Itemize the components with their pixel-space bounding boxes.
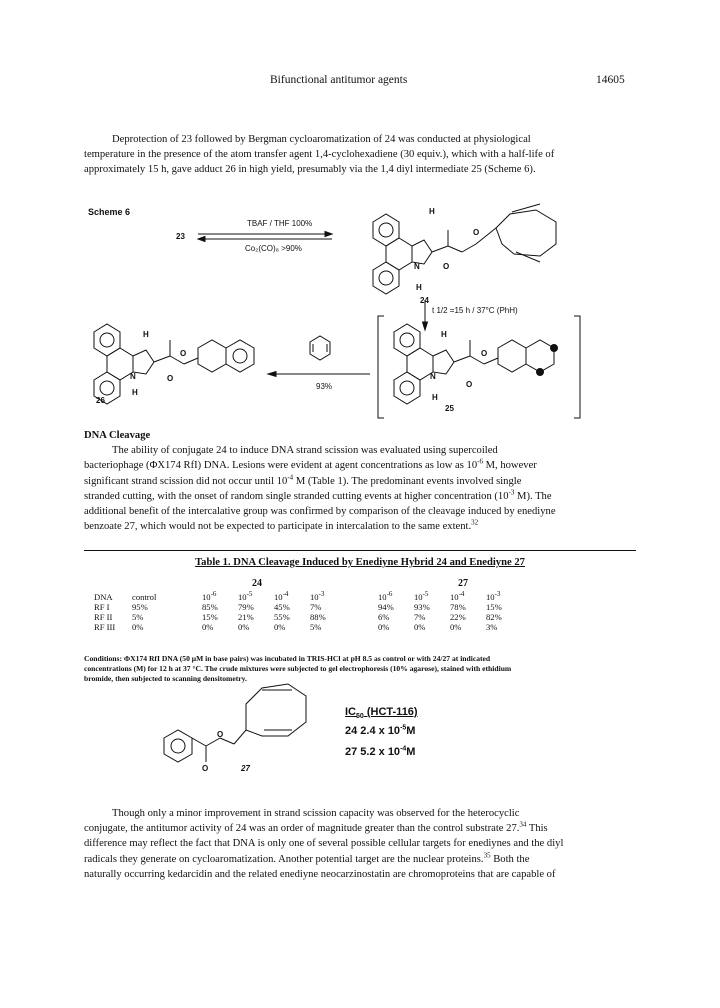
table-cell: 15% — [202, 612, 218, 622]
compound-27-label: 27 — [241, 764, 250, 773]
table-cell: 95% — [132, 602, 148, 612]
table-cell: $10^{-6}$ — [202, 590, 217, 602]
closing-paragraph — [84, 806, 640, 882]
yield-label: 93% — [316, 382, 333, 391]
table-cell: 0% — [202, 622, 214, 632]
atom-h-label: H — [432, 393, 438, 402]
condition-label: t 1/2 =15 h / 37°C (PhH) — [432, 306, 518, 315]
table-cell: 82% — [486, 612, 502, 622]
atom-o-label: O — [180, 349, 187, 358]
table-conditions — [84, 654, 640, 684]
table-row — [94, 612, 522, 622]
atom-n-label: N — [130, 372, 136, 381]
down-arrow-head — [423, 322, 428, 330]
compound-25-label: 25 — [445, 404, 454, 413]
table-cell: 21% — [238, 612, 254, 622]
closing-line: naturally occurring kedarcidin and the related enediyne neocarzinostatin are chromoproteins that are capable of — [84, 868, 556, 880]
table-cell: $10^{-4}$ — [450, 590, 465, 602]
atom-n-label: N — [430, 372, 436, 381]
table-cell: 88% — [310, 612, 326, 622]
section-line: bacteriophage (ΦX174 RfI) DNA. Lesions were evident at agent concentrations as low as $10^{-6}$ M, however — [84, 457, 537, 472]
closing-line: difference may reflect the fact that DNA is only one of several possible cellular targets for enediynes and the diyl — [84, 838, 564, 850]
closing-line: Though only a minor improvement in strand scission capacity was observed for the heterocyclic — [112, 808, 520, 819]
closing-line: conjugate, the antitumor activity of 24 was an order of magnitude greater than the control substrate 27.34 This — [84, 820, 548, 835]
table-cell: 3% — [486, 622, 498, 632]
scheme-label: Scheme 6 — [88, 207, 131, 217]
table-cell: 0% — [450, 622, 462, 632]
table-cell: 55% — [274, 612, 290, 622]
intro-line: approximately 15 h, gave adduct 26 in high yield, presumably via the 1,4 diyl intermediate 25 (Scheme 6). — [84, 164, 536, 176]
table-cell: 0% — [378, 622, 390, 632]
table-cell: $10^{-4}$ — [274, 590, 289, 602]
ic50-row-27: 27 5.2 x $10^{-4}M$ — [345, 745, 416, 758]
reagent-bottom-label: Co₂(CO)₈ >90% — [245, 244, 302, 253]
ic50-title: $IC_{50}$ (HCT-116) — [345, 706, 418, 721]
table-cell: 22% — [450, 612, 466, 622]
table-cell: DNA — [94, 592, 113, 602]
table-cell: 0% — [414, 622, 426, 632]
atom-o-label: O — [443, 262, 450, 271]
table-cell: 79% — [238, 602, 254, 612]
atom-o-label: O — [466, 380, 473, 389]
table-cell: $10^{-6}$ — [378, 590, 393, 602]
compound-26-structure — [94, 324, 254, 404]
table-cell: 0% — [132, 622, 144, 632]
scheme-drawing — [0, 0, 720, 440]
atom-h-label: H — [132, 388, 138, 397]
intro-line: Deprotection of 23 followed by Bergman cycloaromatization of 24 was conducted at physiological — [112, 134, 531, 145]
table-cell: 5% — [310, 622, 322, 632]
section-line: additional benefit of the intercalative group was confirmed by comparison of the cleavage induced by enediyne — [84, 506, 556, 518]
table-cell: RF I — [94, 602, 110, 612]
table-row — [94, 592, 522, 602]
reagent-top-label: TBAF / THF 100% — [247, 219, 313, 228]
intro-line: temperature in the presence of the atom transfer agent 1,4-cyclohexadiene (30 equiv.), which with a half-life of — [84, 149, 555, 161]
table-cell: RF II — [94, 612, 113, 622]
dna-cleavage-section — [84, 428, 640, 534]
bracket-left — [378, 316, 384, 418]
table-caption: Table 1. DNA Cleavage Induced by Enediyne Hybrid 24 and Enediyne 27 — [195, 557, 525, 568]
table-cell: 7% — [310, 602, 322, 612]
table-cell: 5% — [132, 612, 144, 622]
table-cell: 78% — [450, 602, 466, 612]
table-cell: 93% — [414, 602, 430, 612]
table-cell: 0% — [274, 622, 286, 632]
table-cell: 6% — [378, 612, 390, 622]
table-cell: 45% — [274, 602, 290, 612]
conditions-line: bromide, then subjected to scanning densitometry. — [84, 674, 247, 683]
table-row — [94, 622, 522, 632]
section-title: DNA Cleavage — [84, 430, 151, 441]
forward-arrow-head — [325, 232, 332, 237]
table-cell: $10^{-3}$ — [310, 590, 325, 602]
atom-o-label: O — [202, 764, 209, 773]
left-arrow-head — [268, 372, 276, 377]
table-cell: control — [132, 592, 157, 602]
conditions-line: Conditions: ΦX174 RfI DNA (50 μM in base pairs) was incubated in TRIS-HCl at pH 8.5 as control or with 24/27 at indicated — [84, 654, 491, 663]
section-line: stranded cutting, with the onset of random single stranded cutting events at higher concentration ($10^{-3}$ M). The — [84, 488, 552, 502]
table-cell: $10^{-5}$ — [414, 590, 429, 602]
table-cell: 85% — [202, 602, 218, 612]
compound-25-structure — [394, 324, 558, 404]
cyclohexadiene-structure — [310, 336, 330, 360]
compound-26-label: 26 — [96, 396, 105, 405]
compound-27-structure — [164, 684, 306, 762]
atom-o-label: O — [167, 374, 174, 383]
table-group-27: 27 — [458, 578, 468, 589]
atom-n-label: N — [414, 262, 420, 271]
compound-24-label: 24 — [420, 296, 429, 305]
table-cell: RF III — [94, 622, 116, 632]
table-top-rule — [84, 550, 636, 551]
conditions-line: concentrations (M) for 12 h at 37 °C. The crude mixtures were subjected to gel electrophoresis (10% agarose), stained with ethidium — [84, 664, 512, 673]
bracket-right — [574, 316, 580, 418]
section-line: significant strand scission did not occur until $10^{-4}$ M (Table 1). The predominant events involved single — [84, 473, 522, 487]
section-line: benzoate 27, which would not be expected to participate in intercalation to the same extent.$^{32}$ — [84, 518, 479, 533]
table-cell: 94% — [378, 602, 394, 612]
compound-24-structure — [373, 204, 556, 294]
reverse-arrow-head — [198, 237, 205, 242]
table-group-24: 24 — [252, 578, 262, 589]
table-cell: $10^{-3}$ — [486, 590, 501, 602]
cleavage-table — [94, 592, 522, 632]
atom-h-label: H — [143, 330, 149, 339]
atom-h-label: H — [441, 330, 447, 339]
table-cell: 0% — [238, 622, 250, 632]
running-header-title: Bifunctional antitumor agents — [270, 74, 408, 86]
table-cell: 7% — [414, 612, 426, 622]
table-row — [94, 602, 522, 612]
page-number: 14605 — [596, 74, 625, 86]
ic50-row-24: 24 2.4 x $10^{-5}M$ — [345, 724, 416, 737]
table-cell: 15% — [486, 602, 502, 612]
atom-o-label: O — [217, 730, 224, 739]
atom-h-label: H — [429, 207, 435, 216]
section-line: The ability of conjugate 24 to induce DNA strand scission was evaluated using supercoiled — [112, 445, 498, 457]
atom-h-label: H — [416, 283, 422, 292]
table-cell: $10^{-5}$ — [238, 590, 253, 602]
compound-23-label: 23 — [176, 232, 185, 241]
atom-o-label: O — [473, 228, 480, 237]
atom-o-label: O — [481, 349, 488, 358]
table-1 — [0, 550, 720, 632]
closing-line: radicals they generate on cycloaromatization. Another potential target are the nuclear proteins.$^{35}$ Both the — [84, 851, 530, 865]
